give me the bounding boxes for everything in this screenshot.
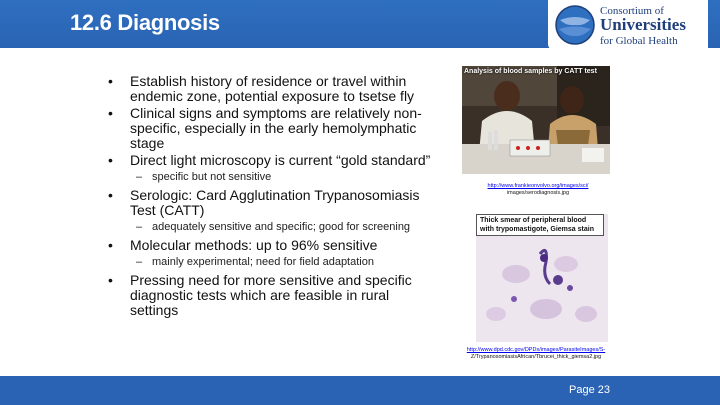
photo1-caption: Analysis of blood samples by CATT test	[464, 68, 597, 75]
logo-text-line1: Consortium of	[600, 5, 664, 17]
photo1-source-link[interactable]: http://www.frankieonvolvo.org/images/sci/	[487, 183, 589, 189]
bullet-item: • Molecular methods: up to 96% sensitive	[108, 237, 378, 253]
photo2-caption: Thick smear of peripheral blood with trypomastigote, Giemsa stain	[476, 214, 604, 236]
sub-bullet-item: – mainly experimental; need for field adaptation	[136, 256, 374, 268]
globe-emblem-icon	[554, 4, 596, 46]
bullet-item: • Serologic: Card Agglutination Trypanosomiasis Test (CATT)	[108, 187, 420, 218]
bullet-item: • Pressing need for more sensitive and specific diagnostic tests which are feasible in rural settings	[108, 272, 412, 318]
photo2-source-link[interactable]: http://www.dpd.cdc.gov/DPDx/images/ParasiteImages/S-	[466, 347, 606, 353]
logo-text-line2: Universities	[600, 15, 686, 34]
footer-bar	[0, 376, 720, 405]
bullet-list	[108, 74, 438, 320]
sub-bullet-item: – specific but not sensitive	[136, 171, 272, 183]
page-number: Page 23	[569, 384, 610, 396]
blood-smear-photo	[476, 214, 608, 342]
logo	[548, 0, 708, 50]
photo2-source-path: Z/TrypanosomiasisAfrican/Tbrucei_thick_giemsa2.jpg	[470, 354, 602, 360]
photo1-source-path: images/serodiagnosis.jpg	[506, 190, 570, 196]
logo-text-line3: for Global Health	[600, 35, 678, 47]
bullet-item: • Direct light microscopy is current “gold standard”	[108, 152, 431, 168]
lab-scene-image	[462, 66, 610, 174]
slide-title: 12.6 Diagnosis	[70, 10, 220, 35]
lab-photo	[462, 66, 610, 174]
bullet-item: • Establish history of residence or travel within endemic zone, potential exposure to tsetse fly	[108, 73, 415, 104]
sub-bullet-item: – adequately sensitive and specific; good for screening	[136, 221, 411, 233]
bullet-item: • Clinical signs and symptoms are relatively non-specific, especially in the early hemolymphatic stage	[108, 105, 422, 151]
